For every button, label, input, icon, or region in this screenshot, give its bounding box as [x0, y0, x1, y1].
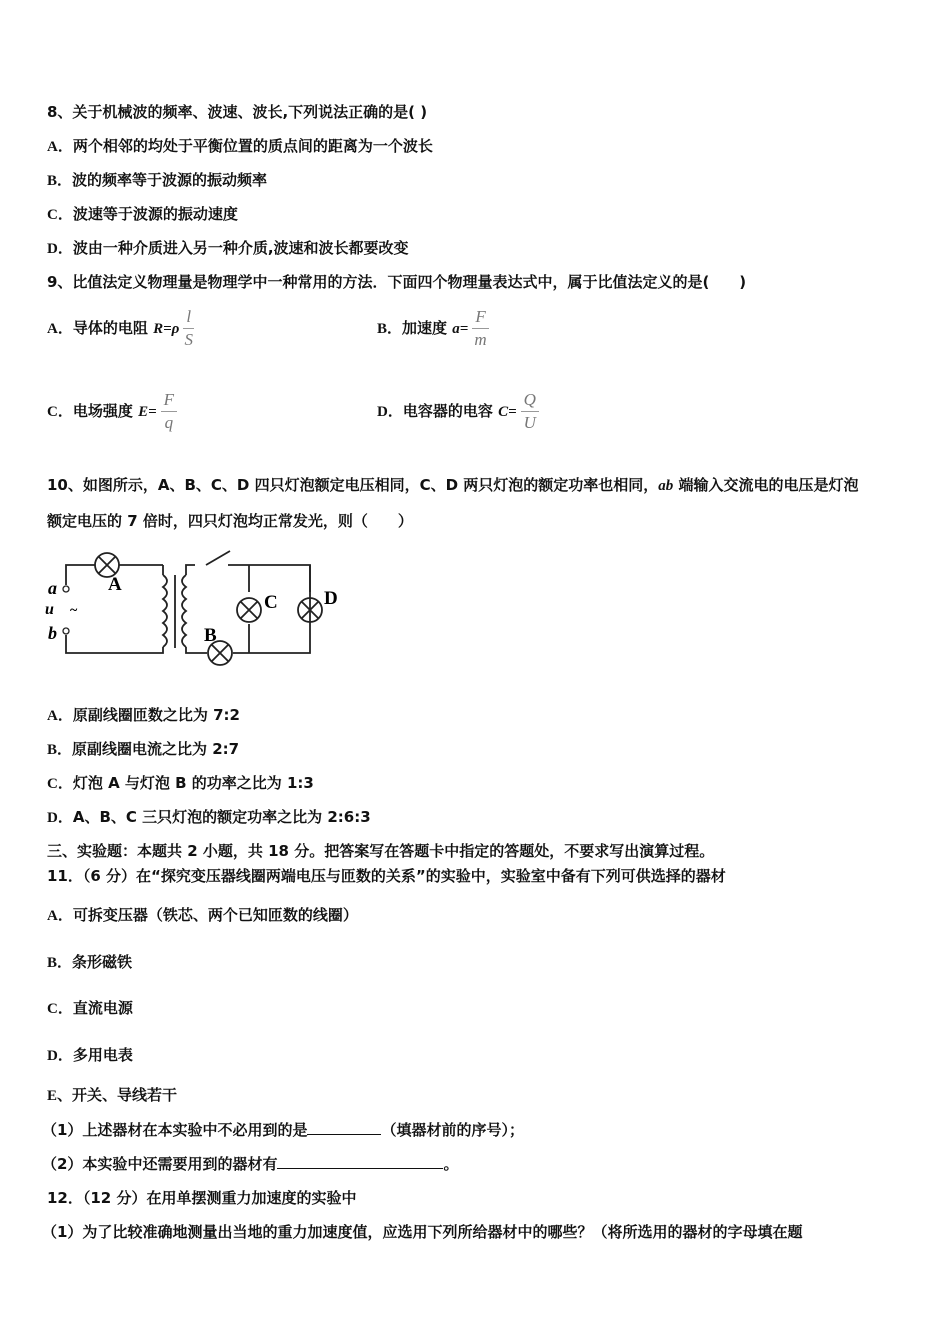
- q11-sub1: [42, 1120, 524, 1140]
- option-label: C．: [47, 404, 73, 420]
- numerator: Q: [521, 391, 539, 412]
- option-text: 灯泡 A 与灯泡 B 的功率之比为 1:3: [72, 774, 314, 792]
- option-text: 可拆变压器（铁芯、两个已知匝数的线圈）: [72, 906, 358, 924]
- option-text: 加速度: [402, 319, 448, 337]
- option-text: 波速等于波源的振动速度: [72, 205, 238, 223]
- section-heading: 三、实验题：本题共 2 小题，共 18 分。把答案写在答题卡中指定的答题处，不要求写出演算过程。: [47, 842, 715, 860]
- option-text: 波的频率等于波源的振动频率: [72, 171, 268, 189]
- q9-stem: 9、比值法定义物理量是物理学中一种常用的方法．下面四个物理量表达式中，属于比值法定义的是( ): [47, 273, 747, 291]
- q10-option-d: [47, 807, 371, 828]
- label-tilde: ~: [70, 603, 78, 618]
- text: 10、如图所示，A、B、C、D 四只灯泡额定电压相同，C、D 两只灯泡的额定功率也相同，: [47, 476, 659, 494]
- q11-option-d: [47, 1045, 133, 1066]
- formula-eq: =: [148, 404, 157, 420]
- q9-option-d: [377, 391, 539, 432]
- q12-stem: 12．（12 分）在用单摆测重力加速度的实验中: [47, 1189, 357, 1207]
- denominator: U: [523, 413, 536, 432]
- q10-option-a: [47, 705, 240, 726]
- numerator: F: [472, 308, 488, 329]
- q8-stem: 8、关于机械波的频率、波速、波长,下列说法正确的是( ): [47, 103, 428, 121]
- formula-eq: =ρ: [163, 321, 180, 337]
- answer-blank-1[interactable]: [307, 1120, 381, 1135]
- option-text: 多用电表: [72, 1046, 133, 1064]
- q8-option-b: [47, 170, 267, 191]
- formula-eq: =: [459, 321, 469, 337]
- text: （填器材前的序号）；: [381, 1121, 524, 1139]
- label-lamp-a: A: [108, 574, 122, 595]
- denominator: S: [184, 330, 193, 349]
- denominator: m: [474, 330, 487, 349]
- option-label: A．: [47, 139, 73, 155]
- numerator: F: [161, 391, 177, 412]
- option-text: 原副线圈电流之比为 2:7: [72, 740, 240, 758]
- option-label: A．: [47, 908, 73, 924]
- denominator: q: [164, 413, 174, 432]
- q11-stem: 11．（6 分）在“探究变压器线圈两端电压与匝数的关系”的实验中，实验室中备有下列可供选择的器材: [47, 867, 726, 885]
- q8-option-d: [47, 238, 409, 259]
- fraction: [183, 308, 194, 349]
- option-label: B．: [47, 173, 73, 189]
- formula-var: C: [498, 404, 509, 420]
- q10-stem-line2: 额定电压的 7 倍时，四只灯泡均正常发光，则（ ）: [47, 512, 413, 530]
- option-text: 两个相邻的均处于平衡位置的质点间的距离为一个波长: [72, 137, 433, 155]
- circuit-diagram: [40, 540, 360, 670]
- option-text: A、B、C 三只灯泡的额定功率之比为 2:6:3: [72, 808, 371, 826]
- q9-option-c: [47, 391, 177, 432]
- option-text: 导体的电阻: [72, 319, 148, 337]
- text: （2）本实验中还需要用到的器材有: [42, 1155, 278, 1173]
- option-text: 开关、导线若干: [72, 1086, 178, 1104]
- q8-option-a: [47, 136, 433, 157]
- label-a: a: [48, 578, 57, 598]
- option-text: 电场强度: [72, 402, 133, 420]
- option-label: A．: [47, 321, 73, 337]
- option-text: 波由一种介质进入另一种介质,波速和波长都要改变: [72, 239, 409, 257]
- q10-option-b: [47, 739, 239, 760]
- option-label: D．: [47, 1048, 73, 1064]
- option-label: B．: [47, 955, 73, 971]
- text: 。: [443, 1155, 459, 1173]
- option-label: C．: [47, 1001, 73, 1017]
- option-text: 直流电源: [72, 999, 133, 1017]
- formula-eq: =: [508, 404, 517, 420]
- option-text: 条形磁铁: [72, 953, 133, 971]
- q11-sub2: [42, 1154, 458, 1174]
- q10-stem-line1: [47, 475, 859, 496]
- terminal-ab: ab: [658, 478, 674, 494]
- q8-option-c: [47, 204, 238, 225]
- text: 端输入交流电的电压是灯泡: [673, 476, 859, 494]
- option-label: C．: [47, 207, 73, 223]
- option-label: B．: [377, 321, 403, 337]
- formula-var: a: [452, 321, 460, 337]
- label-lamp-d: D: [324, 588, 338, 609]
- label-u: u: [45, 601, 54, 618]
- q10-option-c: [47, 773, 314, 794]
- fraction: [521, 391, 539, 432]
- option-label: D．: [47, 241, 73, 257]
- formula-var: R: [153, 321, 164, 337]
- label-b: b: [48, 623, 57, 643]
- q9-option-b: [377, 308, 489, 349]
- q12-sub1: （1）为了比较准确地测量出当地的重力加速度值，应选用下列所给器材中的哪些？（将所选用的器材的字母填在题: [42, 1223, 803, 1241]
- option-label: D．: [377, 404, 403, 420]
- q11-option-c: [47, 998, 133, 1019]
- fraction: [161, 391, 177, 432]
- numerator: l: [183, 308, 194, 329]
- label-lamp-b: B: [204, 625, 217, 646]
- option-text: 原副线圈匝数之比为 7:2: [72, 706, 240, 724]
- option-label: E、: [47, 1088, 73, 1104]
- q9-option-a: [47, 308, 194, 349]
- fraction: [472, 308, 488, 349]
- label-lamp-c: C: [264, 592, 278, 613]
- answer-blank-2[interactable]: [277, 1154, 443, 1169]
- q11-option-a: [47, 905, 358, 926]
- option-label: B．: [47, 742, 73, 758]
- formula-var: E: [138, 404, 149, 420]
- q11-option-b: [47, 952, 132, 973]
- option-label: D．: [47, 810, 73, 826]
- option-label: A．: [47, 708, 73, 724]
- option-text: 电容器的电容: [402, 402, 493, 420]
- option-label: C．: [47, 776, 73, 792]
- q11-option-e: [47, 1085, 177, 1106]
- text: （1）上述器材在本实验中不必用到的是: [42, 1121, 308, 1139]
